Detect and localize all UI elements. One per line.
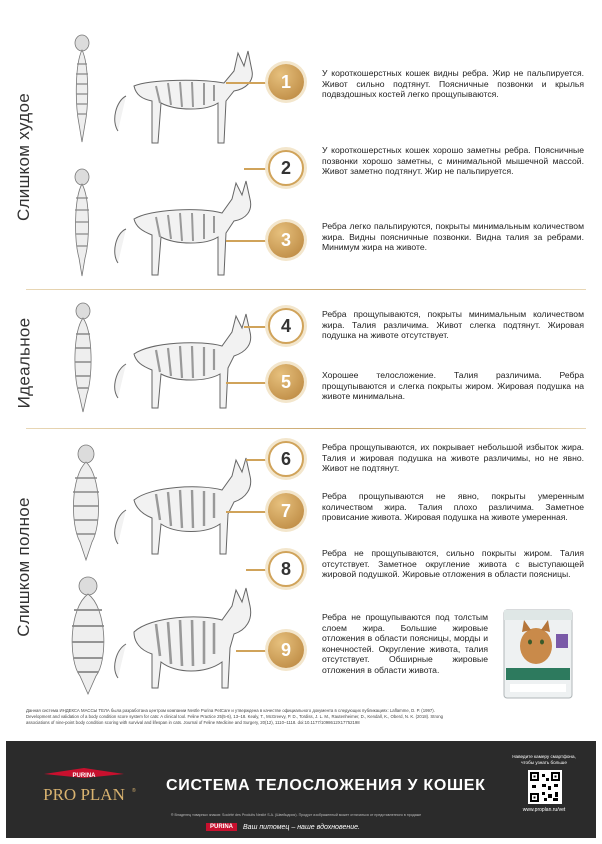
score-badge-2 <box>268 150 304 186</box>
cat-top-view-thin-1 <box>68 34 96 144</box>
score-badge-4 <box>268 308 304 344</box>
score-row-3 <box>268 222 304 258</box>
connector-line-1 <box>226 82 271 84</box>
cat-top-view-thin-2 <box>68 168 96 278</box>
cat-top-view-ideal <box>68 302 98 414</box>
registered-mark: ® <box>132 788 136 794</box>
connector-line-7 <box>226 511 271 513</box>
score-row-4 <box>268 308 304 344</box>
score-number-5: 5 <box>280 371 291 392</box>
score-badge-5 <box>268 364 304 400</box>
score-number-9: 9 <box>280 639 291 660</box>
score-number-8: 8 <box>280 558 291 579</box>
cat-side-view-3 <box>106 171 256 281</box>
qr-prompt: Наведите камеру смартфона, чтобы узнать больше <box>512 754 576 765</box>
connector-line-3 <box>226 240 271 242</box>
source-citation: Данная система ИНДЕКСА МАССЫ ТЕЛА была разработана центром компании Nestle Purina PetCare и утверждена в качестве официального документа в следующих публикациях: Laflamme, D. P. (1997). Development and validation of a body condition score system for cats: A clinical tool. Feline Practice 25(5-6), 13–18. Kealy, T., McGreevy, P. D., Tordiss, J. L. M., Rautenheimer, D., Kendall, K., Oberd, N. K. (2018). Strong associations of nine-point body condition scoring with survival and lifespan in cats. Journal of Feline Medicine and Surgery, 20(12), 1110–1118. doi:10.1177/1098612X17752198 <box>26 708 444 725</box>
score-row-2 <box>268 150 304 186</box>
score-description-7: Ребра прощупываются не явно, покрыты умеренным количеством жира. Талия плохо различима. Заметное провисание живота. Жировая подушка на животе умеренная. <box>322 491 584 523</box>
score-number-7: 7 <box>280 500 291 521</box>
score-number-4: 4 <box>280 315 291 336</box>
section-divider-2 <box>26 428 586 429</box>
footer-title: СИСТЕМА ТЕЛОСЛОЖЕНИЯ У КОШЕК <box>166 777 486 794</box>
score-badge-6 <box>268 441 304 477</box>
section-divider-1 <box>26 289 586 290</box>
purina-slogan: Ваш питомец – наше вдохновение. <box>243 823 360 831</box>
score-description-8: Ребра не прощупываются, сильно покрыты жиром. Талия отсутствует. Заметное округление живота с выступающей жировой подушкой. Жировые отложения в области поясницы. <box>322 548 584 580</box>
section-label-overweight-text: Слишком полное <box>14 497 33 637</box>
score-row-8 <box>268 551 304 587</box>
score-row-5 <box>268 364 304 400</box>
score-description-1: У короткошерстных кошек видны ребра. Жир не пальпируется. Живот сильно подтянут. Поясничные позвонки и крылья подвздошных костей легко прощупываются. <box>322 68 584 100</box>
website-url[interactable]: www.proplan.ru/vet <box>522 807 566 813</box>
cat-top-view-fat-1 <box>68 444 104 562</box>
score-description-4: Ребра прощупываются, покрыты минимальным количеством жира. Талия различима. Живот слегка подтянут. Жировая подушка на животе отсутствует. <box>322 309 584 341</box>
score-badge-7 <box>268 493 304 529</box>
score-description-5: Хорошее телосложение. Талия различима. Ребра прощупываются и слегка покрыты жиром. Жировая подушка на животе минимальна. <box>322 370 584 402</box>
cat-top-view-fat-2 <box>68 576 108 696</box>
score-row-9 <box>268 632 304 668</box>
score-number-2: 2 <box>280 157 291 178</box>
section-label-thin <box>6 26 42 288</box>
purina-footer-line <box>206 823 360 831</box>
footer-banner <box>6 741 596 838</box>
section-label-overweight <box>6 436 42 698</box>
score-number-3: 3 <box>280 229 291 250</box>
score-row-1 <box>268 64 304 100</box>
purina-logo-text: PURINA <box>72 773 96 779</box>
cat-side-view-5 <box>106 304 256 414</box>
proplan-logo <box>28 766 140 810</box>
cat-side-view-1 <box>106 41 256 151</box>
purina-footer-logo: PURINA <box>206 823 237 831</box>
score-badge-3 <box>268 222 304 258</box>
score-badge-9 <box>268 632 304 668</box>
section-label-ideal-text: Идеальное <box>14 317 34 409</box>
section-label-ideal <box>6 298 42 428</box>
score-description-2: У короткошерстных кошек хорошо заметны ребра. Поясничные позвонки хорошо заметны, с минимальной мышечной массой. Живот заметно подтянут. Жир не пальпируется. <box>322 145 584 177</box>
score-number-6: 6 <box>280 448 291 469</box>
cat-side-view-7 <box>106 448 256 560</box>
score-number-1: 1 <box>280 71 291 92</box>
score-badge-8 <box>268 551 304 587</box>
score-description-3: Ребра легко пальпируются, покрыты минимальным количеством жира. Видны поясничные позвонки. Видна талия за ребрами. Минимум жира на животе. <box>322 221 584 253</box>
cat-side-view-9 <box>106 578 256 694</box>
page <box>6 6 596 838</box>
section-label-thin-text: Слишком худое <box>14 93 33 221</box>
score-badge-1 <box>268 64 304 100</box>
legal-footnote: ® Владелец товарных знаков: Société des Produits Nestlé S.A. (Швейцария). Продукт изображенный может отличаться от представленного в продаже <box>170 813 422 817</box>
product-package-image <box>500 608 576 700</box>
qr-code[interactable] <box>528 770 562 804</box>
score-row-6 <box>268 441 304 477</box>
score-description-6: Ребра прощупываются, их покрывает небольшой избыток жира. Талия и жировая подушка на животе различимы, но не явно. Живот не подтянут. <box>322 442 584 474</box>
score-description-9: Ребра не прощупываются под толстым слоем жира. Большие жировые отложения в области поясницы, морды и конечностей. Округление живота, талия отсутствует. Обширные жировые отложения в области живота. <box>322 612 488 675</box>
score-row-7 <box>268 493 304 529</box>
proplan-logo-text: PRO PLAN <box>43 785 125 804</box>
connector-line-5 <box>226 382 271 384</box>
